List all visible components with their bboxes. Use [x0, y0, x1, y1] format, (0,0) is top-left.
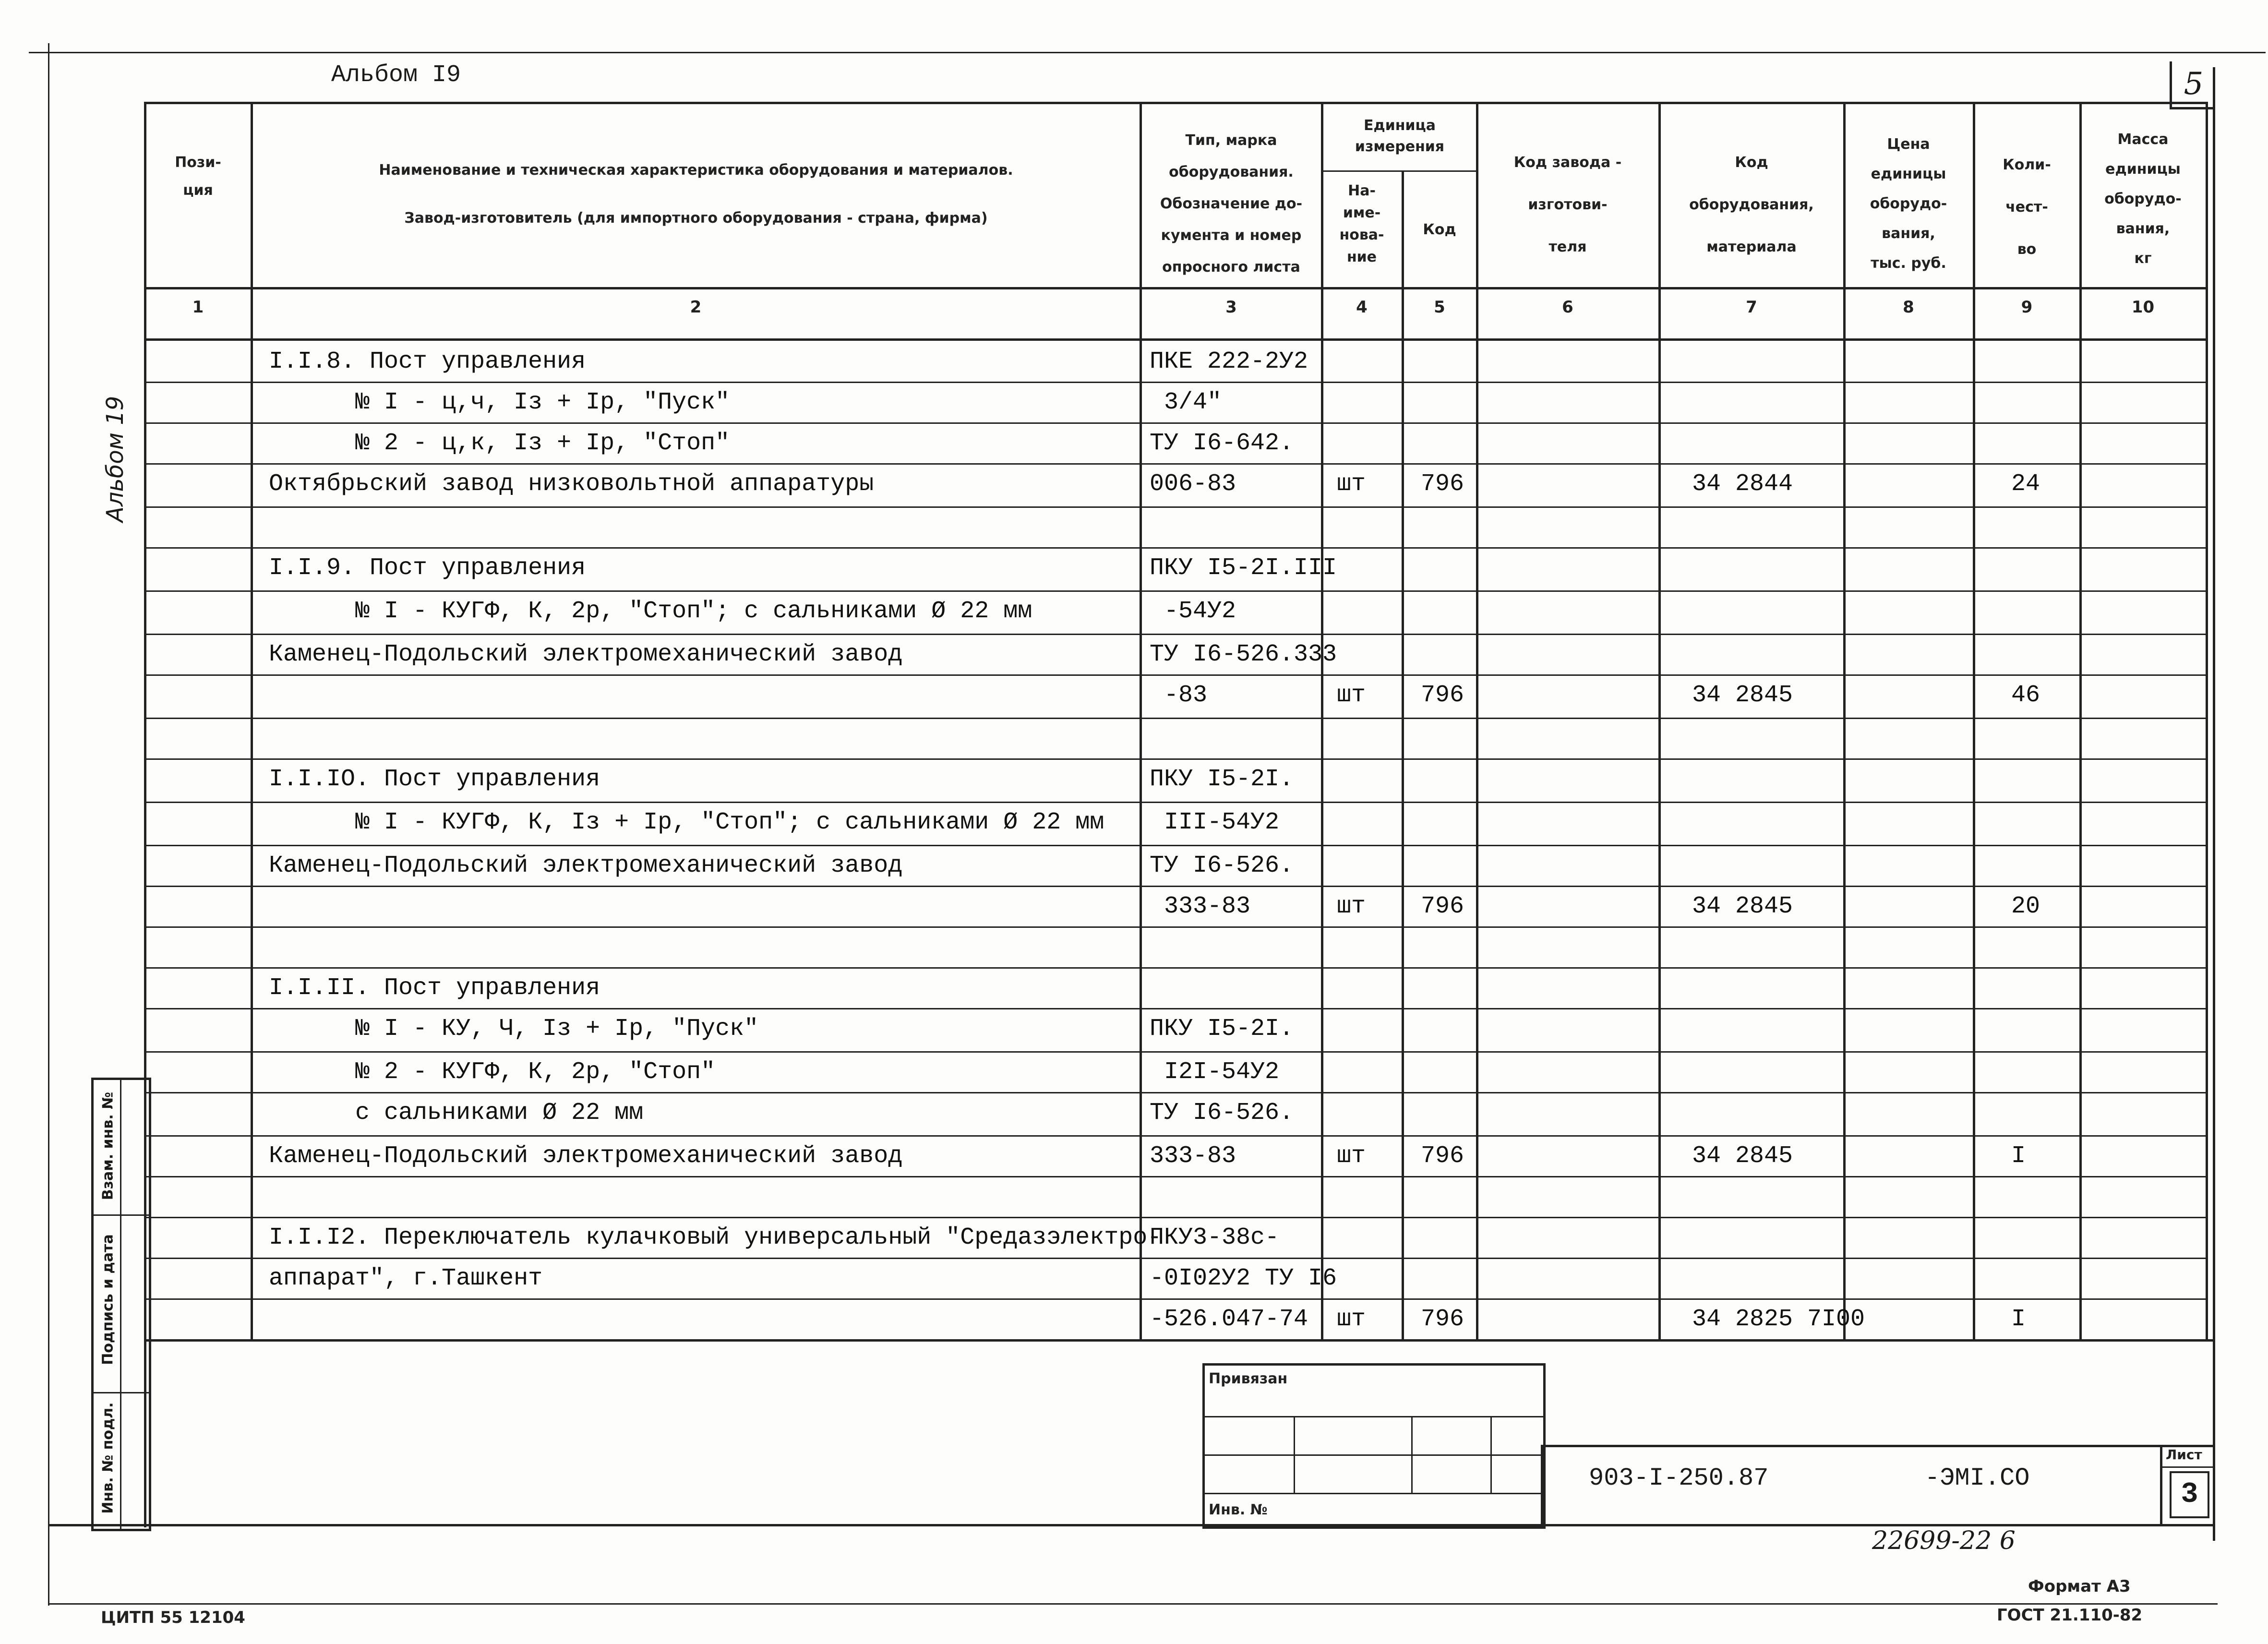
- row-equip-cell: 34 2825 7I00: [1692, 1306, 1865, 1333]
- row-type-cell: 3/4": [1150, 389, 1222, 416]
- header-factory-code: [1478, 142, 1657, 268]
- column-number: 6: [1562, 298, 1573, 317]
- inv-no-label: Инв. №: [1209, 1501, 1268, 1518]
- row-line: [144, 718, 2208, 719]
- header-text: Завод-изготовитель (для импортного оборудования - страна, фирма): [404, 210, 988, 227]
- row-type-cell: ПКУ I5-2I.III: [1150, 554, 1337, 582]
- title-block-left: [1541, 1445, 1543, 1526]
- row-name-cell: I.I.II. Пост управления: [269, 974, 600, 1002]
- col-line-6: [1658, 102, 1661, 1340]
- header-text: нова-: [1339, 227, 1384, 243]
- document-suffix: -ЭМI.CO: [1925, 1464, 2030, 1492]
- col-line-5: [1476, 102, 1478, 1340]
- album-title: Альбом I9: [331, 61, 461, 89]
- header-name: [259, 146, 1133, 242]
- title-block-top: [1541, 1445, 2213, 1447]
- row-line: [144, 1135, 2208, 1137]
- row-name-cell: № 2 - КУГФ, К, 2р, "Стоп": [269, 1058, 716, 1086]
- sheet-value: 3: [2170, 1471, 2209, 1518]
- row-line: [144, 886, 2208, 887]
- row-line: [144, 1092, 2208, 1093]
- row-line: [144, 674, 2208, 676]
- table-top-line: [144, 102, 2208, 104]
- row-unit-cell: шт: [1337, 1142, 1366, 1170]
- row-equip-cell: 34 2845: [1692, 682, 1793, 709]
- stamp-line: [1205, 1493, 1543, 1494]
- row-type-cell: I2I-54У2: [1150, 1058, 1280, 1086]
- sheet-number-top: 5: [2184, 66, 2204, 102]
- header-unit-code: Код: [1423, 221, 1456, 238]
- row-equip-cell: 34 2845: [1692, 893, 1793, 920]
- header-text: оборудо-: [2104, 191, 2182, 207]
- side-stamp-line: [120, 1080, 121, 1529]
- row-qty-cell: 20: [2011, 893, 2040, 920]
- header-text: Цена: [1887, 136, 1930, 153]
- row-name-cell: с сальниками Ø 22 мм: [269, 1099, 644, 1127]
- row-unit-cell: шт: [1337, 893, 1366, 920]
- header-text: вания,: [2116, 220, 2170, 237]
- colnum-bottom-line: [144, 338, 2208, 341]
- row-type-cell: 333-83: [1150, 1142, 1236, 1170]
- row-type-cell: -0I02У2 ТУ I6: [1150, 1265, 1337, 1292]
- row-name-cell: аппарат", г.Ташкент: [269, 1265, 543, 1292]
- header-text: чест-: [2005, 199, 2048, 216]
- side-album-label: Альбом 19: [102, 396, 129, 522]
- row-equip-cell: 34 2844: [1692, 470, 1793, 498]
- row-line: [144, 1008, 2208, 1009]
- header-text: теля: [1548, 239, 1587, 255]
- row-type-cell: ТУ I6-526.: [1150, 852, 1294, 879]
- row-name-cell: № I - КУГФ, К, 2р, "Стоп"; с сальниками Ø 22 мм: [269, 598, 1032, 625]
- col-line-4: [1402, 170, 1404, 1340]
- row-type-cell: -526.047-74: [1150, 1306, 1308, 1333]
- header-text: Тип, марка: [1185, 132, 1277, 149]
- header-text: измерения: [1355, 138, 1445, 155]
- header-text: во: [2017, 241, 2037, 258]
- side-vzam-label: Взам. инв. №: [99, 1092, 117, 1200]
- row-line: [144, 590, 2208, 592]
- col-line-9: [2079, 102, 2082, 1340]
- header-mass: [2082, 125, 2204, 274]
- row-line: [144, 634, 2208, 635]
- row-equip-cell: 34 2845: [1692, 1142, 1793, 1170]
- header-position: [146, 149, 250, 204]
- header-text: тыс. руб.: [1871, 255, 1946, 272]
- header-text: единицы: [2105, 161, 2181, 178]
- row-line: [144, 1176, 2208, 1177]
- header-text: опросного листа: [1162, 259, 1300, 276]
- row-type-cell: -54У2: [1150, 598, 1236, 625]
- row-line: [144, 967, 2208, 969]
- row-code-cell: 796: [1421, 1306, 1464, 1333]
- header-bottom-line: [144, 287, 2208, 289]
- row-name-cell: I.I.9. Пост управления: [269, 554, 586, 582]
- row-name-cell: № I - КУ, Ч, Iз + Iр, "Пуск": [269, 1015, 759, 1043]
- column-number: 8: [1903, 298, 1914, 317]
- outer-frame-top: [29, 52, 2266, 53]
- col-line-3: [1321, 102, 1323, 1340]
- row-line: [144, 802, 2208, 803]
- row-line: [144, 845, 2208, 846]
- header-text: Обозначение до-: [1160, 195, 1303, 212]
- archive-number: 22699-22 6: [1872, 1526, 2016, 1555]
- row-type-cell: ТУ I6-642.: [1150, 430, 1294, 457]
- header-text: Пози-: [175, 154, 221, 171]
- row-unit-cell: шт: [1337, 682, 1366, 709]
- header-text: кумента и номер: [1161, 227, 1302, 244]
- format-label: Формат А3: [2028, 1577, 2131, 1596]
- header-quantity: [1975, 144, 2078, 271]
- row-name-cell: Каменец-Подольский электромеханический завод: [269, 1142, 903, 1170]
- row-line: [144, 382, 2208, 383]
- row-qty-cell: 24: [2011, 470, 2040, 498]
- row-name-cell: № I - КУГФ, К, Iз + Iр, "Стоп"; с сальниками Ø 22 мм: [269, 809, 1104, 836]
- column-number: 4: [1356, 298, 1368, 317]
- row-type-cell: ПКУ3-38с-: [1150, 1224, 1280, 1251]
- header-unit-group: [1325, 115, 1475, 157]
- bottom-left-code: ЦИТП 55 12104: [101, 1608, 245, 1627]
- row-unit-cell: шт: [1337, 1306, 1366, 1333]
- row-code-cell: 796: [1421, 470, 1464, 498]
- header-equipment-code: [1661, 142, 1842, 268]
- column-number: 10: [2131, 298, 2155, 317]
- row-name-cell: № I - ц,ч, Iз + Iр, "Пуск": [269, 389, 730, 416]
- header-text: оборудо-: [1870, 195, 1947, 212]
- header-text: ние: [1346, 249, 1377, 265]
- column-number: 5: [1434, 298, 1445, 317]
- stamp-line: [1205, 1416, 1543, 1417]
- row-type-cell: ТУ I6-526.333: [1150, 641, 1337, 668]
- stamp-line: [1411, 1416, 1413, 1493]
- col-line-2: [1140, 102, 1142, 1340]
- row-code-cell: 796: [1421, 682, 1464, 709]
- column-number: 7: [1746, 298, 1757, 317]
- row-type-cell: III-54У2: [1150, 809, 1280, 836]
- document-code: 903-I-250.87: [1589, 1464, 1769, 1492]
- row-line: [144, 1298, 2208, 1300]
- row-type-cell: ПКУ I5-2I.: [1150, 766, 1294, 793]
- row-line: [144, 926, 2208, 928]
- row-unit-cell: шт: [1337, 470, 1366, 498]
- row-line: [144, 547, 2208, 549]
- column-number: 2: [690, 298, 702, 317]
- header-unit-name: [1323, 180, 1400, 268]
- row-line: [144, 1217, 2208, 1218]
- column-number: 9: [2021, 298, 2033, 317]
- row-qty-cell: 46: [2011, 682, 2040, 709]
- header-text: вания,: [1882, 225, 1935, 242]
- col-line-8: [1973, 102, 1975, 1340]
- header-text: Код: [1735, 154, 1768, 171]
- row-qty-cell: I: [2011, 1142, 2026, 1170]
- row-line: [144, 422, 2208, 424]
- column-number: 3: [1225, 298, 1237, 317]
- sheet-label: Лист: [2166, 1447, 2202, 1463]
- row-type-cell: ТУ I6-526.: [1150, 1099, 1294, 1127]
- header-text: единицы: [1871, 166, 1946, 182]
- row-type-cell: ПКЕ 222-2У2: [1150, 348, 1308, 375]
- row-name-cell: Каменец-Подольский электромеханический завод: [269, 641, 903, 668]
- header-text: Наименование и техническая характеристика оборудования и материалов.: [379, 162, 1013, 179]
- gost-label: ГОСТ 21.110-82: [1997, 1606, 2143, 1625]
- row-type-cell: 006-83: [1150, 470, 1236, 498]
- row-line: [144, 1051, 2208, 1053]
- outer-frame-bottom: [48, 1603, 2218, 1605]
- header-text: Единица: [1364, 117, 1436, 134]
- header-type: [1142, 125, 1320, 283]
- row-name-cell: I.I.IO. Пост управления: [269, 766, 600, 793]
- row-name-cell: I.I.8. Пост управления: [269, 348, 586, 375]
- side-podpis-label: Подпись и дата: [99, 1234, 117, 1365]
- header-text: изготови-: [1528, 196, 1608, 213]
- row-type-cell: -83: [1150, 682, 1208, 709]
- table-bottom-line: [144, 1339, 2213, 1342]
- row-code-cell: 796: [1421, 893, 1464, 920]
- row-name-cell: № 2 - ц,к, Iз + Iр, "Стоп": [269, 430, 730, 457]
- outer-frame-left: [48, 43, 49, 1606]
- row-name-cell: Каменец-Подольский электромеханический завод: [269, 852, 903, 879]
- row-type-cell: 333-83: [1150, 893, 1251, 920]
- header-price: [1846, 130, 1971, 278]
- header-text: ция: [183, 182, 213, 199]
- col-line-10: [2206, 102, 2208, 1340]
- header-text: материала: [1706, 239, 1797, 255]
- header-text: оборудования.: [1169, 164, 1294, 180]
- header-text: Код завода -: [1513, 154, 1622, 171]
- privyazan-label: Привязан: [1209, 1370, 1288, 1387]
- unit-subheader-line: [1321, 170, 1476, 172]
- row-line: [144, 758, 2208, 760]
- header-text: Коли-: [2003, 156, 2051, 173]
- row-qty-cell: I: [2011, 1306, 2026, 1333]
- stamp-line: [1490, 1416, 1492, 1493]
- row-type-cell: ПКУ I5-2I.: [1150, 1015, 1294, 1043]
- row-name-cell: Октябрьский завод низковольтной аппаратуры: [269, 470, 874, 498]
- col-line-7: [1843, 102, 1846, 1340]
- row-line: [144, 1258, 2208, 1259]
- header-text: оборудования,: [1689, 196, 1814, 213]
- header-text: На-: [1348, 182, 1376, 199]
- row-line: [144, 506, 2208, 508]
- stamp-line: [1294, 1416, 1295, 1493]
- privyazan-box: [1202, 1363, 1546, 1529]
- row-line: [144, 463, 2208, 465]
- header-text: кг: [2134, 250, 2152, 267]
- row-name-cell: I.I.I2. Переключатель кулачковый универсальный "Средазэлектро-: [269, 1224, 1162, 1251]
- col-line-1: [251, 102, 253, 1340]
- sheet-cell-divider: [2160, 1466, 2213, 1468]
- column-number: 1: [192, 298, 204, 317]
- row-code-cell: 796: [1421, 1142, 1464, 1170]
- sheet-cell-left: [2160, 1445, 2162, 1526]
- stamp-line: [1205, 1454, 1543, 1456]
- header-text: име-: [1343, 204, 1381, 221]
- header-text: Масса: [2117, 131, 2169, 148]
- outer-frame-right: [2213, 67, 2215, 1541]
- side-inv-podl-label: Инв. № подл.: [99, 1402, 117, 1514]
- side-stamp: [91, 1078, 151, 1531]
